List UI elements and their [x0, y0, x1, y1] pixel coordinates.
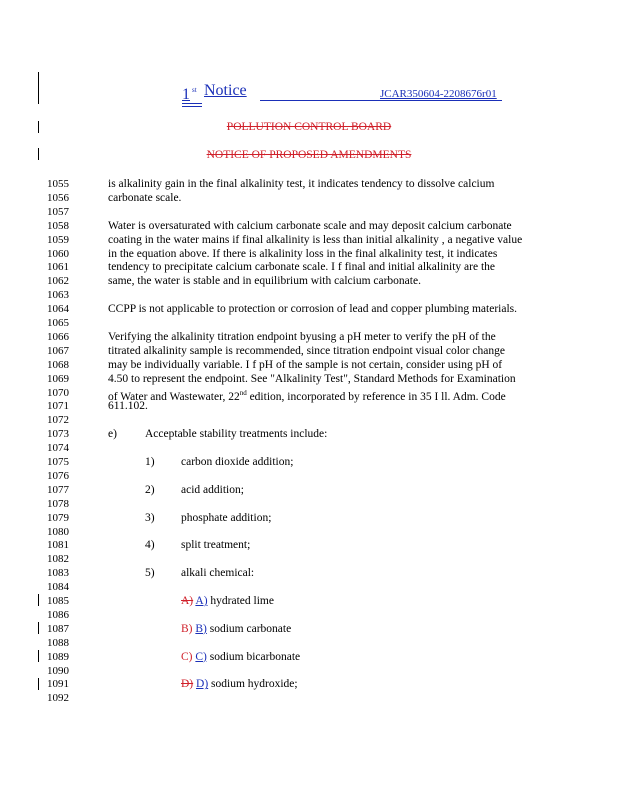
- line-number: 1080: [47, 525, 69, 538]
- text-line: carbonate scale.: [108, 191, 182, 204]
- change-bar: [38, 678, 39, 690]
- inserted-label: D): [196, 678, 209, 691]
- list-item-e: [108, 428, 548, 442]
- sub-item-text: hydrated lime: [207, 595, 274, 607]
- line-number: 1056: [47, 191, 69, 204]
- item-label: e): [108, 428, 117, 441]
- line-number: 1089: [47, 650, 69, 663]
- deleted-label: D): [181, 678, 194, 691]
- text-segment: of Water and Wastewater, 22: [108, 390, 240, 403]
- sub-item: [181, 651, 618, 665]
- line-number: 1090: [47, 664, 69, 677]
- item-text: acid addition;: [181, 483, 244, 496]
- text-line: in the equation above. If there is alkalinity loss in the final alkalinity test, it indicates: [108, 247, 498, 260]
- text-line: may be individually variable. I f pH of the sample is not certain, consider using pH of: [108, 358, 503, 371]
- text-line: is alkalinity gain in the final alkalinity test, it indicates tendency to dissolve calcium: [108, 178, 495, 190]
- line-number: 1068: [47, 358, 69, 371]
- line-number: 1082: [47, 553, 69, 566]
- line-number: 1078: [47, 497, 69, 510]
- text-line: tendency to precipitate calcium carbonate scale. I f final and initial alkalinity are the: [108, 261, 495, 274]
- line-number: 1063: [47, 289, 69, 302]
- item-number: 5): [145, 567, 155, 580]
- line-number: 1069: [47, 372, 69, 385]
- line-number: 1083: [47, 567, 69, 580]
- item-text: split treatment;: [181, 539, 251, 552]
- inserted-label: B): [195, 622, 207, 635]
- ordinal-suffix: nd: [239, 388, 247, 397]
- item-number: 1): [145, 456, 155, 468]
- item-number: 2): [145, 483, 155, 496]
- list-item: [145, 484, 585, 498]
- deleted-label: B): [181, 622, 193, 635]
- list-item: [145, 456, 585, 470]
- line-number: 1074: [47, 442, 69, 455]
- line-number: 1072: [47, 414, 69, 427]
- change-bar: [38, 594, 39, 606]
- jcar-code: JCAR350604-2208676r01: [380, 88, 497, 100]
- sub-item-text: sodium hydroxide;: [208, 678, 298, 691]
- notice-number: 1: [182, 86, 190, 103]
- line-number: 1058: [47, 219, 69, 232]
- header-double-underline: [182, 106, 202, 107]
- line-number: 1081: [47, 539, 69, 552]
- line-number: 1067: [47, 344, 69, 357]
- line-number: 1062: [47, 275, 69, 288]
- item-number: 3): [145, 511, 155, 524]
- text-line: titrated alkalinity sample is recommended, since titration endpoint visual color change: [108, 344, 505, 357]
- line-number: 1060: [47, 247, 69, 260]
- line-number: 1070: [47, 386, 69, 399]
- line-number: 1086: [47, 608, 69, 621]
- notice-title: Notice: [204, 82, 247, 99]
- change-bar: [38, 72, 39, 104]
- inserted-label: A): [195, 595, 208, 607]
- item-text: phosphate addition;: [181, 511, 272, 524]
- line-number: 1079: [47, 511, 69, 524]
- line-number: 1075: [47, 456, 69, 468]
- sub-item-text: sodium carbonate: [206, 622, 292, 635]
- header-double-underline: [182, 103, 202, 104]
- item-text: carbon dioxide addition;: [181, 456, 294, 468]
- line-number: 1071: [47, 400, 69, 413]
- line-number: 1092: [47, 692, 69, 705]
- line-number: 1073: [47, 428, 69, 441]
- sub-item-text: sodium bicarbonate: [206, 650, 301, 663]
- item-number: 4): [145, 539, 155, 552]
- change-bar: [38, 650, 39, 662]
- item-text: Acceptable stability treatments include:: [145, 428, 328, 441]
- sub-item: [181, 595, 618, 609]
- text-line: Verifying the alkalinity titration endpoint byusing a pH meter to verify the pH of the: [108, 330, 496, 343]
- item-text: alkali chemical:: [181, 567, 255, 580]
- line-number: 1057: [47, 205, 69, 218]
- notice-heading: NOTICE OF PROPOSED AMENDMENTS: [206, 149, 412, 161]
- line-number: 1077: [47, 483, 69, 496]
- line-number: 1088: [47, 636, 69, 649]
- text-line: same, the water is stable and in equilibrium with calcium carbonate.: [108, 275, 421, 288]
- sub-item: [181, 678, 618, 692]
- notice-header: [182, 82, 522, 106]
- line-number: 1084: [47, 581, 69, 594]
- notice-number-suffix: st: [192, 86, 197, 94]
- line-number: 1087: [47, 622, 69, 635]
- header-underline: [260, 100, 502, 101]
- text-line: coating in the water mains if final alkalinity is less than initial alkalinity , a negative value: [108, 233, 523, 246]
- board-heading: POLLUTION CONTROL BOARD: [226, 121, 392, 133]
- inserted-label: C): [195, 650, 207, 663]
- text-line: 611.102.: [108, 400, 148, 413]
- deleted-label: A): [181, 595, 194, 607]
- list-item: [145, 567, 585, 581]
- sub-item: [181, 623, 618, 637]
- line-number: 1061: [47, 261, 69, 274]
- text-line: 4.50 to represent the endpoint. See "Alkalinity Test", Standard Methods for Examination: [108, 372, 516, 385]
- line-number: 1091: [47, 678, 69, 691]
- line-number: 1085: [47, 595, 69, 607]
- list-item: [145, 539, 585, 553]
- list-item: [145, 512, 585, 526]
- line-number: 1059: [47, 233, 69, 246]
- line-number: 1076: [47, 469, 69, 482]
- deleted-label: C): [181, 650, 193, 663]
- line-number: 1066: [47, 330, 69, 343]
- text-line: CCPP is not applicable to protection or corrosion of lead and copper plumbing materials.: [108, 303, 518, 316]
- line-number: 1055: [47, 178, 69, 190]
- line-number: 1064: [47, 303, 69, 316]
- text-segment: edition, incorporated by reference in 35 I ll. Adm. Code: [246, 390, 506, 403]
- text-line: Water is oversaturated with calcium carbonate scale and may deposit calcium carbonate: [108, 219, 512, 232]
- line-number: 1065: [47, 317, 69, 329]
- change-bar: [38, 622, 39, 634]
